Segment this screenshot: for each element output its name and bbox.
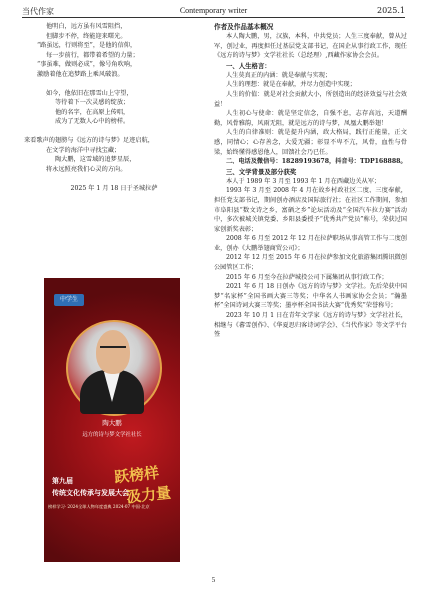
poem-line: 他的名字，在高原上传唱， <box>55 108 130 116</box>
poem-line: “路虽远，行则将至”，是他的信仰， <box>37 42 137 50</box>
poem-line: 但脚步不停，终能迎来曙光。 <box>46 32 127 40</box>
photo-slogan-1: 跃榜样 <box>113 463 160 487</box>
motto-paragraph: 人生的自律准则：就是提升内涵，政大格局，践行正能量，正文感，同情心；心存善念，大爱无疆；彰显不卑不亢，风骨，血性与骨梁，始终懂得感恩他人，回馈社会乃已任。 <box>214 129 407 156</box>
photo-badge: 中学生 <box>54 294 84 306</box>
section-title-background: 三、文学背景及部分获奖 <box>226 167 297 176</box>
magazine-english-name: Contemporary writer <box>179 6 248 15</box>
poem-column <box>24 22 204 192</box>
bio-paragraph: 2021 年 6 月 18 日创办《远方的诗与梦》文学社。先后荣获中国梦“名家杯”全国书画大赛三等奖；中华名人书画家协会会员；“瀚墨杯”全国诗词大赛三等奖；墨亭杯全国书法大赛“优秀奖”荣誉称号； <box>214 283 407 310</box>
page-number: 5 <box>211 576 216 584</box>
photo-title: 远方的诗与梦文学社社长 <box>82 432 142 438</box>
photo-slogan-2: 汲力量 <box>125 483 172 507</box>
poem-line: “事虽难，做则必成”，像号角吹响， <box>37 61 137 69</box>
contact-value: 18289193678，抖音号：TDP168888。 <box>281 158 407 166</box>
glasses-icon <box>100 346 126 353</box>
photo-event-line-2: 传统文化传承与发展大会 <box>52 488 129 497</box>
contact-line <box>214 157 407 167</box>
photo-footer: 榜样学习· 2024全球人物年度盛典 2024·07 中国·北京 <box>48 504 150 509</box>
poem-date: 2025 年 1 月 18 日于圣城拉萨 <box>70 185 158 193</box>
motto-paragraph: 人生的价值：就是对社会贡献大小，所创造出的经济效益与社会效益！ <box>214 90 407 108</box>
motto-paragraph: 人生的理想：就是在奉献，并尽力创造中实现； <box>226 81 356 89</box>
award-photo <box>44 278 180 562</box>
photo-name: 陶大鹏 <box>102 419 122 427</box>
poem-line: 来看歌声的翅膀与《远方的诗与梦》足迹启航， <box>24 136 154 144</box>
poem-stanza-2 <box>24 89 204 127</box>
bio-paragraph: 1993 年 3 月至 2008 年 4 月在故乡村政社区二度、三度奉献，担任党支部书记，期间创办酒店及国际旅行社；在社区工作期间，参加市阜阳县“数文诗之乡，富硒之乡”论坛活动及“全国汽车拉力赛”活动中，多次被城关镇党委、乡阳县委授予“优秀共产党员”称号，荣获过国家创新奖表彰； <box>214 187 407 233</box>
poem-line: 他明白，远方虽有风雪阻挡， <box>46 23 127 30</box>
poem-line: 激励着他在追梦路上乘风破浪。 <box>37 70 124 78</box>
header-rule <box>22 17 405 18</box>
photo-event-line-1: 第九届 <box>52 476 73 485</box>
motto-paragraph: 人生莫真正的内涵：就是奉献与实现； <box>226 71 332 79</box>
section-title-motto: 一、人生格言： <box>226 61 271 70</box>
poem-line: 成为了无数人心中的榜样。 <box>55 118 130 126</box>
intro-paragraph: 本人陶大鹏，男，汉族，本科，中共党员；人生三度奉献，曾从过军，创过业，再度担任过基层党支部书记，在国企从事行政工作，现任《远方的诗与梦》文学社社长（总经理）,西藏作家协会会员。 <box>214 33 407 60</box>
section-heading: 作者及作品基本概况 <box>214 23 274 31</box>
magazine-name: 当代作家 <box>22 7 54 16</box>
author-profile-column <box>214 22 407 340</box>
bio-paragraph: 2012 年 12 月至 2015 年 6 月在拉萨参加文化旅游集团腾讯微创公园管区工作； <box>214 254 407 272</box>
poem-line: 陶大鹏，这雪域的追梦星辰， <box>55 156 136 164</box>
bio-paragraph: 本人于 1989 年 3 月至 1993 年 1 月在西藏边关从军； <box>226 177 381 185</box>
poem-line: 将永远照亮我们心灵的方向。 <box>46 165 127 173</box>
bio-paragraph: 2008 年 6 月至 2012 年 12 月在拉萨职场从事高管工作与二度创业，创办《大鹏举翅商贸公司》； <box>214 235 407 252</box>
poem-line: 等待着下一次灵感的绽放； <box>55 99 130 107</box>
poem-line: 如今，他依旧在那雪山上守望， <box>46 89 133 97</box>
contact-label: 二、电话及微信号： <box>226 158 282 166</box>
motto-paragraph: 人生初心与使命：就是坚定信念，自强不息，志存高远，天道酬勤，风骨雅韵，风雨无阻，就是远方的诗与梦，凤凰大鹏举翅！ <box>214 110 407 127</box>
poem-line: 每一步前行，都带着希望的力量； <box>46 51 139 59</box>
poem-stanza-1 <box>24 22 204 80</box>
poem-line: 在文学的海洋中寻找宝藏； <box>46 146 121 154</box>
issue-number: 2025.1 <box>377 6 405 15</box>
poem-stanza-3 <box>24 136 204 174</box>
bio-paragraph: 2015 年 6 月至今在拉萨城投公司下属集团从事行政工作； <box>226 273 388 281</box>
bio-paragraph: 2023 年 10 月 1 日在青年文学家《远方的诗与梦》文学社社长，相继与《蕃雪创作》、《华夏思归客诗词学会》、《当代作家》等文学平台签 <box>214 312 407 339</box>
